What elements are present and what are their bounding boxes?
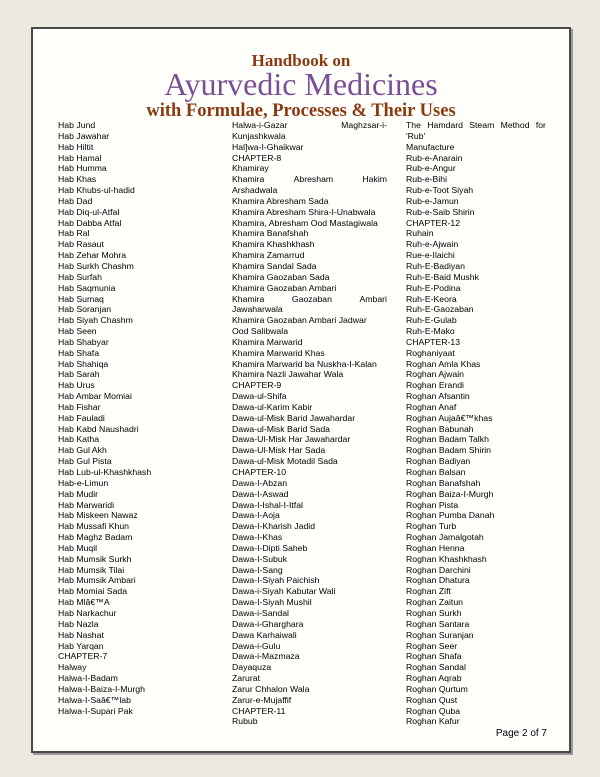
list-item: Hab Dabba Atfal — [58, 217, 122, 228]
list-item: Dawa-I-Khas — [232, 532, 283, 543]
list-item: Jawaharwala — [232, 304, 283, 315]
list-item: Dawa-i-Gulu — [232, 640, 281, 651]
list-item: Dawa-ul-Karim Kabir — [232, 401, 313, 412]
list-item: Hab Dad — [58, 195, 93, 206]
list-item: Dawa-I-Dipti Saheb — [232, 542, 308, 553]
list-item: Khamira Marwarid Khas — [232, 347, 325, 358]
list-item: Hab Fauladi — [58, 412, 105, 423]
list-item: Rub-e-Jamun — [406, 195, 459, 206]
list-item: Dawa-I-Ishal-I-Itfal — [232, 499, 303, 510]
list-item: Khamira Banafshah — [232, 228, 309, 239]
list-item: Manufacture — [406, 141, 455, 152]
list-item: Hab Jawahar — [58, 130, 110, 141]
list-item: Roghan Santara — [406, 618, 470, 629]
list-item: Hab Fishar — [58, 401, 101, 412]
list-item: Roghan Badiyan — [406, 456, 471, 467]
list-item: Roghan Balsan — [406, 467, 466, 477]
list-item: Zarur Chhalon Wala — [232, 683, 310, 694]
page-number: Page 2 of 7 — [495, 728, 547, 739]
chapter-heading: CHAPTER-8 — [232, 152, 282, 163]
list-item: Hab Jund — [58, 120, 96, 130]
list-item: Ruh-E-Mako — [406, 326, 455, 337]
list-item: Hab Muqil — [58, 542, 98, 553]
title-subtitle: with Formulae, Processes & Their Uses — [146, 101, 456, 121]
chapter-heading: CHAPTER-12 — [406, 217, 461, 228]
list-item: Khamira Gaozaban Ambari Jadwar — [232, 315, 367, 326]
chapter-heading: CHAPTER-7 — [58, 651, 108, 662]
list-item: Khamira Gaozaban Ambari — [232, 282, 337, 293]
list-item: Hab Marwaridi — [58, 499, 115, 510]
list-item: Hab Nazla — [58, 618, 99, 629]
list-item: Roghan Henna — [406, 542, 465, 553]
list-item: Rub-e-Toot Siyah — [406, 185, 474, 196]
list-item: Khamira Khashkhash — [232, 239, 315, 250]
list-item: Khamira Abresham Hakim — [232, 174, 387, 185]
list-item: Roghan Kafur — [406, 716, 460, 727]
list-item: Roghan Pista — [406, 499, 459, 510]
list-item: Hab-e-Limun — [58, 477, 109, 488]
list-item: Rue-e-Ilaichi — [406, 250, 455, 261]
list-item: Hab Mussafi Khun — [58, 521, 129, 532]
list-item: Hab Surkh Chashm — [58, 260, 134, 271]
list-item: Halwa-I-Supari Pak — [58, 705, 133, 716]
list-item: Dawa-I-Abzan — [232, 477, 288, 488]
list-item: Hab Mumsik Ambari — [58, 575, 136, 586]
list-item: Hab Hiltit — [58, 141, 94, 152]
list-item: Rub-e-Angur — [406, 163, 456, 174]
list-item: Roghan Zaitun — [406, 597, 463, 608]
list-item: Roghan Badam Shirin — [406, 445, 491, 456]
list-item: Hab Narkachur — [58, 607, 117, 618]
list-item: Hab Seen — [58, 326, 97, 337]
list-item: Roghan Seer — [406, 640, 458, 651]
document-frame — [31, 27, 571, 753]
list-item: Ruh-E-Gulab — [406, 315, 457, 326]
list-item: The Hamdard Steam Method for — [406, 120, 546, 130]
list-item: Dawa-ul-Misk Barid Jawahardar — [232, 412, 356, 423]
list-item: Roghan Amla Khas — [406, 358, 481, 369]
list-item: Dawa-ul-Shifa — [232, 391, 287, 402]
list-item: Roghan Surkh — [406, 607, 462, 618]
list-item: Dawa-ul-Misk Motadil Sada — [232, 456, 338, 467]
list-item: Roghan Qust — [406, 694, 458, 705]
list-item: Roghan Baiza-I-Murgh — [406, 488, 494, 499]
list-item: Khamira Sandal Sada — [232, 260, 317, 271]
list-item: Dawa-I-Siyah Mushil — [232, 597, 312, 608]
chapter-heading: CHAPTER-10 — [232, 467, 287, 477]
list-item: Hab Lub-ul-Khashkhash — [58, 467, 152, 477]
list-item: Dawa-i-Mazmaza — [232, 651, 300, 662]
contents-column-1 — [58, 120, 218, 716]
list-item: Hab Yarqan — [58, 640, 104, 651]
list-item: Hab Hamal — [58, 152, 102, 163]
list-item: Dawa-i-Sandal — [232, 607, 289, 618]
list-item: Ruhain — [406, 228, 434, 239]
list-item: Hab Ral — [58, 228, 90, 239]
list-item: Hab Saqmunia — [58, 282, 116, 293]
list-item: Rubub — [232, 716, 258, 727]
list-item: Dawa-I-Sang — [232, 564, 283, 575]
contents-column-2 — [232, 120, 387, 727]
list-item: Hab Rasaut — [58, 239, 104, 250]
list-item: Hab Khas — [58, 174, 97, 185]
list-item: Hab Sarah — [58, 369, 100, 380]
list-item: Rub-e-Saib Shirin — [406, 206, 475, 217]
list-item: Roghaniyaat — [406, 347, 455, 358]
list-item: Hab Khubs-ul-hadid — [58, 185, 135, 196]
list-item: Ruh-e-Ajwain — [406, 239, 459, 250]
list-item: Hab Miskeen Nawaz — [58, 510, 138, 521]
list-item: Ruh-E-Baid Mushk — [406, 271, 479, 282]
list-item: Arshadwala — [232, 185, 278, 196]
list-item: Roghan Suranjan — [406, 629, 474, 640]
list-item: Roghan Aujaâ€™khas — [406, 412, 493, 423]
list-item: Khamira Abresham Sada — [232, 195, 329, 206]
list-item: Hab Mumsik Surkh — [58, 553, 132, 564]
list-item: Hab Kabd Naushadri — [58, 423, 139, 434]
list-item: Roghan Babunah — [406, 423, 474, 434]
list-item: Rub-e-Anarain — [406, 152, 463, 163]
list-item: Roghan Zift — [406, 586, 451, 597]
list-item: Hab Shabyar — [58, 336, 109, 347]
list-item: Roghan Badam Talkh — [406, 434, 489, 445]
list-item: Roghan Aqrab — [406, 673, 462, 684]
list-item: Halwa-I-Saâ€™lab — [58, 694, 131, 705]
list-item: Roghan Shafa — [406, 651, 462, 662]
chapter-heading: CHAPTER-11 — [232, 705, 286, 716]
contents-column-3 — [406, 120, 546, 727]
list-item: Hab Gul Pista — [58, 456, 112, 467]
list-item: Khamiray — [232, 163, 269, 174]
list-item: Ruh-E-Keora — [406, 293, 457, 304]
list-item: Khamira, Abresham Ood Mastagiwala — [232, 217, 378, 228]
list-item: Hal]wa-I-Ghaikwar — [232, 141, 304, 152]
list-item: Hab Urus — [58, 380, 95, 391]
list-item: Hab Ambar Momiai — [58, 391, 132, 402]
list-item: Roghan Turb — [406, 521, 457, 532]
list-item: Hab Diq-ul-Atfal — [58, 206, 120, 217]
list-item: Khamira Nazli Jawahar Wala — [232, 369, 344, 380]
list-item: Ood Salibwala — [232, 326, 289, 337]
list-item: Halwa-i-Gazar Maghzsar-i- — [232, 120, 387, 130]
list-item: Rub-e-Bihi — [406, 174, 448, 185]
list-item: Hab Mumsik Tilai — [58, 564, 125, 575]
list-item: Hab Siyah Chashm — [58, 315, 133, 326]
list-item: Dawa-I-Kharish Jadid — [232, 521, 316, 532]
list-item: Khamira Marwarid — [232, 336, 303, 347]
list-item: Roghan Pumba Danah — [406, 510, 495, 521]
list-item: Khamira Gaozaban Ambari — [232, 293, 387, 304]
title-line-1: Handbook on — [251, 51, 351, 70]
list-item: Hab Shafa — [58, 347, 100, 358]
list-item: Roghan Anaf — [406, 401, 457, 412]
list-item: Roghan Darchini — [406, 564, 471, 575]
list-item: Hab Humma — [58, 163, 107, 174]
title-main: Ayurvedic Medicines — [164, 66, 438, 102]
list-item: Dayaquza — [232, 662, 272, 673]
list-item: Halwa-I-Badam — [58, 673, 118, 684]
list-item: Roghan Qurtum — [406, 683, 468, 694]
list-item: Dawa-I-Siyah Paichish — [232, 575, 320, 586]
list-item: Roghan Khashkhash — [406, 553, 487, 564]
list-item: Dawa-ul-Misk Barid Sada — [232, 423, 331, 434]
list-item: Ruh-E-Gaozaban — [406, 304, 474, 315]
list-item: Hab Gul Akh — [58, 445, 107, 456]
list-item: Kunjashkwala — [232, 130, 286, 141]
list-item: 'Rub' — [406, 130, 426, 141]
list-item: Hab Momiai Sada — [58, 586, 128, 597]
list-item: Hab Zehar Mohra — [58, 250, 127, 261]
list-item: Dawa-Ul-Misk Har Sada — [232, 445, 326, 456]
list-item: Hab Katha — [58, 434, 100, 445]
list-item: Roghan Quba — [406, 705, 461, 716]
list-item: Hab Surfah — [58, 271, 102, 282]
list-item: Ruh-E-Podina — [406, 282, 461, 293]
list-item: Roghan Sandal — [406, 662, 466, 673]
list-item: Halway — [58, 662, 87, 673]
list-item: Dawa-I-Aoja — [232, 510, 280, 521]
list-item: Dawa-I-Subuk — [232, 553, 288, 564]
list-item: Roghan Banafshah — [406, 477, 481, 488]
list-item: Roghan Dhatura — [406, 575, 470, 586]
list-item: Roghan Jamalgotah — [406, 532, 484, 543]
list-item: Khamira Marwarid ba Nuskha-I-Kalan — [232, 358, 377, 369]
list-item: Khamira Abresham Shira-I-Unabwala — [232, 206, 376, 217]
list-item: Dawa-i-Siyah Kabutar Wali — [232, 586, 336, 597]
list-item: Hab Shahiqa — [58, 358, 109, 369]
list-item: Dawa-i-Gharghara — [232, 618, 304, 629]
list-item: Halwa-I-Baiza-I-Murgh — [58, 683, 145, 694]
list-item: Hab Nashat — [58, 629, 104, 640]
list-item: Ruh-E-Badiyan — [406, 260, 465, 271]
list-item: Dawa-I-Aswad — [232, 488, 289, 499]
list-item: Khamira Gaozaban Sada — [232, 271, 330, 282]
list-item: Hab Maghz Badam — [58, 532, 133, 543]
list-item: Hab Mudir — [58, 488, 99, 499]
list-item: Khamira Zamarrud — [232, 250, 305, 261]
list-item: Roghan Afsantin — [406, 391, 470, 402]
chapter-heading: CHAPTER-13 — [406, 336, 461, 347]
list-item: Zarurat — [232, 673, 261, 684]
chapter-heading: CHAPTER-9 — [232, 380, 282, 391]
list-item: Dawa-Ul-Misk Har Jawahardar — [232, 434, 351, 445]
list-item: Hab Soranjan — [58, 304, 112, 315]
list-item: Dawa Karhaiwali — [232, 629, 297, 640]
list-item: Hab Sumaq — [58, 293, 104, 304]
list-item: Zarur-e-Mujaffif — [232, 694, 292, 705]
list-item: Hab Mlâ€™A — [58, 597, 110, 608]
list-item: Roghan Ajwain — [406, 369, 464, 380]
list-item: Roghan Erandi — [406, 380, 464, 391]
